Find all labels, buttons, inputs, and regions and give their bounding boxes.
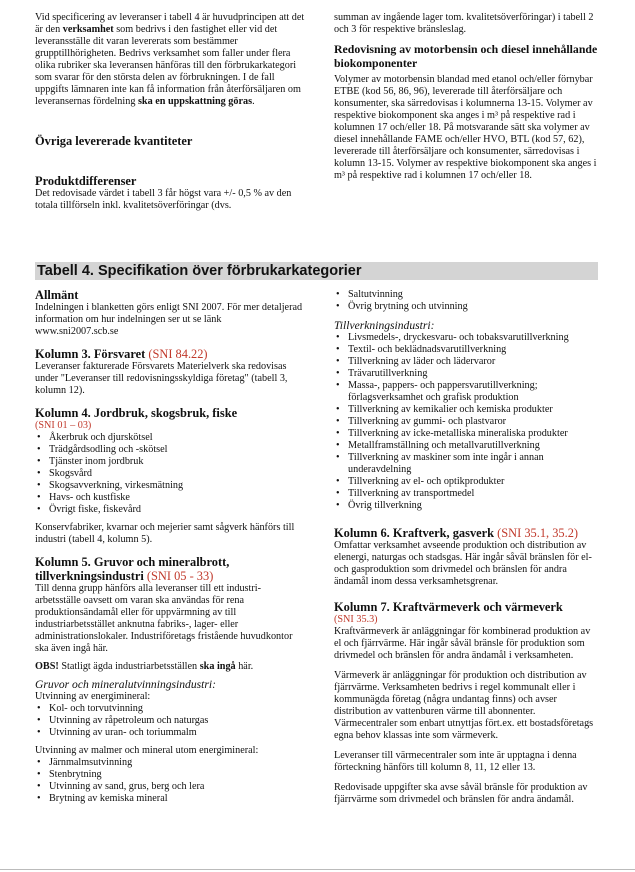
list-item: • Kol- och torvutvinning — [35, 703, 305, 715]
list-item: • Tillverkning av transportmedel — [334, 488, 600, 500]
obs-note: OBS! Statligt ägda industriarbetsställen ska ingå här. — [35, 661, 254, 672]
page-bottom-rule — [0, 869, 635, 870]
kolumn3-text: Leveranser fakturerade Försvarets Materielverk ska redovisas under "Leveranser till redovisningsskyldiga företag" (tabell 3, kolumn 12). — [35, 361, 288, 396]
kolumn6-heading: Kolumn 6. Kraftverk, gasverk (SNI 35.1, 35.2) — [334, 526, 579, 540]
kolumn7-paragraph: Värmeverk är anläggningar för produktion och distribution av fjärrvärme. Verksamheten bedrivs i regel kommunalt eller i kommunägda företag (några undantag finns) och avser distribution av vattenburen värme till abonnenter. Värmecentraler som enbart utnyttjas fört.ex. ett bostadsföretags egna behov klassas inte som värmeverk. — [334, 670, 594, 741]
ovriga-heading: Övriga levererade kvantiteter — [35, 134, 193, 148]
kolumn5-heading: Kolumn 5. Gruvor och mineralbrott, tillverkningsindustri (SNI 05 - 33) — [35, 555, 230, 583]
kolumn4-list — [35, 432, 305, 516]
list-item: • Järnmalmsutvinning — [35, 757, 305, 769]
list-item: • Övrigt fiske, fiskevård — [35, 504, 305, 516]
biokomponent-heading: Redovisning av motorbensin och diesel innehållande biokomponenter — [334, 42, 598, 70]
list-item: • Övrig brytning och utvinning — [334, 301, 600, 313]
malmer-list — [35, 757, 305, 805]
list-item: • Utvinning av råpetroleum och naturgas — [35, 715, 305, 727]
allmant-text: Indelningen i blanketten görs enligt SNI 2007. För mer detaljerad information om hur indelningen ser ut se länk www.sni2007.scb.se — [35, 302, 303, 337]
kolumn4-note: Konservfabriker, kvarnar och mejerier samt sågverk hänförs till industri (tabell 4, kolumn 5). — [35, 522, 295, 545]
tillverkning-list — [334, 332, 600, 512]
list-item: • Utvinning av sand, grus, berg och lera — [35, 781, 305, 793]
list-item: • Livsmedels-, dryckesvaru- och tobaksvarutillverkning — [334, 332, 600, 344]
continued-text: summan av ingående lager tom. kvalitetsöverföringar) i tabell 2 och 3 för respektive bränsleslag. — [334, 12, 594, 35]
list-item: • Tillverkning av gummi- och plastvaror — [334, 416, 600, 428]
list-item: • Tillverkning av el- och optikprodukter — [334, 476, 600, 488]
table4-banner: Tabell 4. Specifikation över förbrukarkategorier — [35, 262, 598, 280]
energi-list — [35, 703, 305, 739]
kolumn6-text: Omfattar verksamhet avseende produktion och distribution av elenergi, naturgas och stadsgas. Här ingår såväl bränslen för el- och gasproduktion som drivmedel och bränslen för andra ändamål inom dessa verksamhetsgrenar. — [334, 540, 592, 587]
list-item: • Textil- och beklädnadsvarutillverkning — [334, 344, 600, 356]
lower-left-column — [35, 288, 305, 805]
list-item: • Tjänster inom jordbruk — [35, 456, 305, 468]
list-item: • Trävarutillverkning — [334, 368, 600, 380]
allmant-heading: Allmänt — [35, 288, 79, 302]
list-item: • Trädgårdsodling och -skötsel — [35, 444, 305, 456]
list-item: • Stenbrytning — [35, 769, 305, 781]
list-item: • Tillverkning av läder och lädervaror — [334, 356, 600, 368]
list-item: • Havs- och kustfiske — [35, 492, 305, 504]
kolumn4-heading: Kolumn 4. Jordbruk, skogsbruk, fiske — [35, 406, 238, 420]
produktdifferenser-text: Det redovisade värdet i tabell 3 får högst vara +/- 0,5 % av den totala tillförseln inkl. kvalitetsöverföringar (dvs. — [35, 188, 292, 211]
kolumn7-paragraph: Kraftvärmeverk är anläggningar för kombinerad produktion av el och fjärrvärme. Här ingår såväl bränsle för produktion som drivmedel och bränslen för andra ändamål i verksamheten. — [334, 626, 591, 661]
kolumn4-sni: (SNI 01 – 03) — [35, 420, 92, 431]
tillverkning-heading: Tillverkningsindustri: — [334, 319, 435, 332]
kolumn7-paragraph: Redovisade uppgifter ska avse såväl bränsle för produktion av fjärrvärme som drivmedel och bränslen för andra ändamål. — [334, 782, 588, 805]
kolumn6-sni: (SNI 35.1, 35.2) — [497, 526, 579, 540]
list-item: • Övrig tillverkning — [334, 500, 600, 512]
malmer-label: Utvinning av malmer och mineral utom energimineral: — [35, 745, 259, 756]
kolumn3-sni: (SNI 84.22) — [148, 347, 208, 361]
top-right-column — [334, 12, 600, 182]
list-item: • Metallframställning och metallvarutillverkning — [334, 440, 600, 452]
kolumn7-paragraph: Leveranser till värmecentraler som inte är upptagna i denna förteckning hänförs till kolumn 8, 11, 12 eller 13. — [334, 750, 577, 773]
lower-right-column — [334, 289, 600, 806]
produktdifferenser-heading: Produktdifferenser — [35, 174, 137, 188]
kolumn7-sni: (SNI 35.3) — [334, 614, 378, 625]
energi-label: Utvinning av energimineral: — [35, 691, 151, 702]
list-item: • Tillverkning av kemikalier och kemiska produkter — [334, 404, 600, 416]
biokomponent-text: Volymer av motorbensin blandad med etanol och/eller förnybar ETBE (kod 56, 86, 96), levererade till återförsäljare och konsumenter, ska särredovisas i kolumnerna 13-15. Volymer av respektive biokomponent ska anges i m³ på respektive rad i kolumnen 17 och/eller 18. På motsvarande sätt ska volymer av diesel innehållande FAME och/eller HVO, BTL (kod 57, 62), levererade till återförsäljare och konsumenter, särredovisas i kolumn 13-15. Volymer av respektive biokomponent ska anges i m³ på respektive rad i kolumnen 17 och/eller 18. — [334, 74, 597, 181]
kolumn7-heading: Kolumn 7. Kraftvärmeverk och värmeverk — [334, 600, 563, 614]
list-item: • Tillverkning av icke-metalliska mineraliska produkter — [334, 428, 600, 440]
list-item: • Tillverkning av maskiner som inte ingår i annan underavdelning — [334, 452, 600, 476]
list-item: • Utvinning av uran- och toriummalm — [35, 727, 305, 739]
kolumn5-sni: (SNI 05 - 33) — [146, 569, 214, 583]
kolumn5-text: Till denna grupp hänförs alla leveranser till ett industri-arbetsställe oavsett om varan ska användas för rena produktionsändamål eller för uppvärmning av till industriarbetsstället anknutna fabriks-, lager- eller administrationslokaler. Industriföretags fristående huvudkontor ska även ingå här. — [35, 583, 293, 654]
list-item: • Åkerbruk och djurskötsel — [35, 432, 305, 444]
intro-paragraph: Vid specificering av leveranser i tabell 4 är huvudprincipen att det är den verksamhet som bedrivs i den fastighet eller vid det leveransställe dit varan levererats som bestämmer grupptillhörigheten. Bedrivs verksamhet som faller under flera olika rubriker ska leveransen hänföras till den förbrukarkategori som svarar för den största delen av förbrukningen. I de fall uppgifts lämnaren inte kan få information från återförsäljaren om leveransernas fördelning ska en uppskattning göras. — [35, 12, 305, 107]
kolumn3-heading: Kolumn 3. Försvaret (SNI 84.22) — [35, 347, 208, 361]
gruvor-heading: Gruvor och mineralutvinningsindustri: — [35, 678, 216, 691]
list-item: • Skogsavverkning, virkesmätning — [35, 480, 305, 492]
list-item: • Brytning av kemiska mineral — [35, 793, 305, 805]
list-item: • Massa-, pappers- och pappersvarutillverkning; förlagsverksamhet och grafisk produktion — [334, 380, 600, 404]
top-left-column — [35, 12, 305, 212]
continued-list — [334, 289, 600, 313]
list-item: • Saltutvinning — [334, 289, 600, 301]
list-item: • Skogsvård — [35, 468, 305, 480]
